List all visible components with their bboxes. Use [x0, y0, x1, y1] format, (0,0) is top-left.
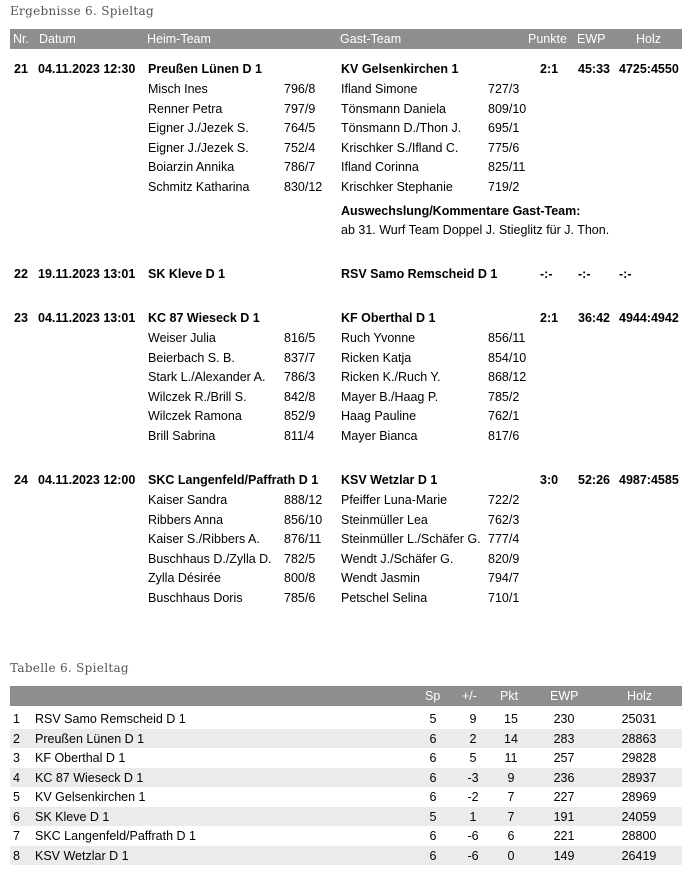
home-player-score: 782/5	[284, 551, 316, 566]
guest-team-name: KV Gelsenkirchen 1	[341, 62, 459, 76]
match-ewp: 36:42	[578, 311, 610, 325]
guest-player-score: 785/2	[488, 389, 520, 404]
guest-player-score: 817/6	[488, 429, 520, 443]
match-nr: 23	[14, 311, 28, 325]
ewp-cell: 283	[553, 731, 575, 746]
home-player: Schmitz Katharina	[148, 180, 250, 194]
home-player-score: 752/4	[284, 140, 316, 155]
home-player-score: 876/11	[284, 532, 322, 547]
ewp-cell: 191	[553, 809, 575, 824]
home-player-score: 837/7	[284, 350, 316, 365]
ewp-cell: 230	[553, 712, 575, 726]
header-holz-table: Holz	[627, 689, 653, 703]
team-cell: SKC Langenfeld/Paffrath D 1	[35, 829, 196, 843]
match-holz: 4987:4585	[619, 473, 679, 487]
diff-cell: 9	[469, 712, 477, 726]
diff-cell: -3	[467, 770, 479, 785]
sp-cell: 5	[429, 712, 437, 726]
pkt-cell: 7	[507, 809, 515, 824]
home-player: Buschhaus D./Zylla D.	[148, 551, 272, 566]
guest-team-name: KSV Wetzlar D 1	[341, 473, 438, 487]
home-player: Eigner J./Jezek S.	[148, 121, 249, 136]
guest-player: Krischker Stephanie	[341, 180, 453, 194]
holz-cell: 28863	[621, 731, 657, 746]
holz-cell: 28937	[621, 770, 657, 785]
home-player: Wilczek R./Brill S.	[148, 389, 247, 404]
header-diff: +/-	[462, 689, 477, 703]
guest-player: Haag Pauline	[341, 409, 417, 424]
guest-player: Ifland Simone	[341, 82, 418, 96]
guest-player-score: 777/4	[488, 532, 520, 547]
diff-cell: 2	[469, 731, 477, 746]
guest-player-score: 809/10	[488, 101, 527, 116]
holz-cell: 25031	[621, 712, 657, 726]
home-player: Stark L./Alexander A.	[148, 370, 266, 385]
rank-cell: 1	[13, 712, 20, 726]
pkt-cell: 9	[507, 770, 515, 785]
guest-player-score: 775/6	[488, 140, 520, 155]
guest-player: Wendt J./Schäfer G.	[341, 551, 454, 566]
match-ewp: -:-	[578, 267, 591, 281]
guest-player-score: 825/11	[488, 160, 526, 175]
pkt-cell: 6	[507, 829, 515, 843]
match-date: 04.11.2023 13:01	[38, 311, 136, 325]
home-player: Wilczek Ramona	[148, 409, 242, 424]
guest-team-name: RSV Samo Remscheid D 1	[341, 267, 498, 281]
match-nr: 21	[14, 62, 28, 76]
sp-cell: 6	[429, 790, 437, 804]
guest-player: Krischker S./Ifland C.	[341, 140, 459, 155]
header-date: Datum	[39, 32, 76, 46]
home-player-score: 800/8	[284, 571, 316, 586]
guest-player: Steinmüller L./Schäfer G.	[341, 532, 481, 547]
team-cell: Preußen Lünen D 1	[35, 731, 145, 746]
home-player-score: 785/6	[284, 591, 316, 605]
sp-cell: 6	[429, 751, 437, 765]
guest-player: Mayer B./Haag P.	[341, 389, 439, 404]
home-player: Kaiser S./Ribbers A.	[148, 532, 260, 547]
home-player: Brill Sabrina	[148, 429, 216, 443]
results-header	[10, 29, 682, 49]
home-team-name: Preußen Lünen D 1	[148, 62, 262, 76]
table-row	[10, 709, 682, 729]
home-player-score: 816/5	[284, 331, 316, 345]
sp-cell: 6	[429, 731, 437, 746]
pkt-cell: 15	[504, 712, 518, 726]
guest-player-score: 868/12	[488, 370, 527, 385]
home-player: Renner Petra	[148, 101, 223, 116]
home-player-score: 786/7	[284, 160, 316, 175]
table-row	[10, 748, 682, 768]
guest-team-name: KF Oberthal D 1	[341, 311, 436, 325]
guest-player-score: 710/1	[488, 591, 520, 605]
match-points: 2:1	[540, 311, 559, 325]
rank-cell: 8	[13, 848, 20, 863]
rank-cell: 2	[13, 731, 20, 746]
sp-cell: 6	[429, 848, 437, 863]
results-title: Ergebnisse 6. Spieltag	[10, 4, 154, 18]
team-cell: KSV Wetzlar D 1	[35, 848, 129, 863]
header-pkt: Pkt	[500, 689, 519, 703]
guest-player: Tönsmann D./Thon J.	[341, 121, 462, 136]
table-row	[10, 787, 682, 807]
table-row	[10, 807, 682, 827]
table-row	[10, 729, 682, 749]
guest-player-score: 719/2	[488, 180, 520, 194]
match-holz: 4944:4942	[619, 311, 679, 325]
guest-player: Wendt Jasmin	[341, 571, 420, 586]
diff-cell: -2	[467, 790, 479, 804]
table-row	[10, 768, 682, 788]
guest-player-score: 722/2	[488, 493, 520, 507]
home-player: Zylla Désirée	[148, 571, 221, 586]
home-player: Buschhaus Doris	[148, 591, 243, 605]
guest-player: Steinmüller Lea	[341, 512, 428, 527]
holz-cell: 26419	[621, 848, 657, 863]
team-cell: KF Oberthal D 1	[35, 751, 126, 765]
home-player: Eigner J./Jezek S.	[148, 140, 249, 155]
home-player: Weiser Julia	[148, 331, 216, 345]
table-row	[10, 826, 682, 846]
holz-cell: 29828	[621, 751, 657, 765]
sp-cell: 5	[429, 809, 437, 824]
match-holz: 4725:4550	[619, 62, 679, 76]
sp-cell: 6	[429, 770, 437, 785]
header-home: Heim-Team	[147, 32, 211, 46]
sp-cell: 6	[429, 829, 437, 843]
holz-cell: 28800	[621, 829, 657, 843]
home-player: Boiarzin Annika	[148, 160, 235, 175]
team-cell: KV Gelsenkirchen 1	[35, 790, 146, 804]
match-points: -:-	[540, 267, 553, 281]
ewp-cell: 236	[553, 770, 575, 785]
guest-player-score: 727/3	[488, 82, 520, 96]
home-player: Beierbach S. B.	[148, 350, 235, 365]
ewp-cell: 221	[553, 829, 575, 843]
match-nr: 22	[14, 267, 28, 281]
holz-cell: 28969	[621, 790, 657, 804]
guest-player-score: 762/3	[488, 512, 520, 527]
home-player: Kaiser Sandra	[148, 493, 228, 507]
guest-player-score: 856/11	[488, 331, 526, 345]
diff-cell: -6	[467, 829, 479, 843]
header-nr: Nr.	[13, 32, 29, 46]
team-cell: KC 87 Wieseck D 1	[35, 770, 144, 785]
guest-player-score: 854/10	[488, 350, 527, 365]
match-date: 19.11.2023 13:01	[38, 267, 136, 281]
guest-player: Petschel Selina	[341, 591, 428, 605]
home-team-name: SKC Langenfeld/Paffrath D 1	[148, 473, 319, 487]
rank-cell: 5	[13, 790, 20, 804]
guest-player: Mayer Bianca	[341, 429, 418, 443]
home-player-score: 856/10	[284, 512, 323, 527]
rank-cell: 7	[13, 829, 20, 843]
guest-player: Tönsmann Daniela	[341, 101, 446, 116]
header-guest: Gast-Team	[340, 32, 402, 46]
home-player-score: 797/9	[284, 101, 316, 116]
rank-cell: 3	[13, 751, 20, 765]
home-player-score: 786/3	[284, 370, 316, 385]
table-title: Tabelle 6. Spieltag	[10, 661, 129, 675]
guest-player: Ifland Corinna	[341, 160, 419, 175]
pkt-cell: 0	[507, 848, 515, 863]
header-ewp-table: EWP	[550, 689, 579, 703]
home-team-name: KC 87 Wieseck D 1	[148, 311, 260, 325]
ewp-cell: 227	[553, 790, 575, 804]
match-date: 04.11.2023 12:00	[38, 473, 136, 487]
diff-cell: -6	[467, 848, 479, 863]
guest-player-score: 820/9	[488, 551, 520, 566]
standings-table	[10, 709, 682, 865]
home-player-score: 852/9	[284, 409, 316, 424]
guest-player-score: 794/7	[488, 571, 520, 586]
ewp-cell: 257	[553, 751, 575, 765]
holz-cell: 24059	[621, 809, 657, 824]
home-player-score: 764/5	[284, 121, 316, 136]
guest-player: Ricken K./Ruch Y.	[341, 370, 441, 385]
guest-player: Ricken Katja	[341, 350, 412, 365]
match-points: 3:0	[540, 473, 559, 487]
diff-cell: 5	[469, 751, 477, 765]
match-ewp: 45:33	[578, 62, 610, 76]
home-player-score: 811/4	[284, 429, 315, 443]
pkt-cell: 11	[504, 751, 518, 765]
team-cell: RSV Samo Remscheid D 1	[35, 712, 186, 726]
home-player-score: 842/8	[284, 389, 316, 404]
guest-player-score: 695/1	[488, 121, 520, 136]
guest-player: Ruch Yvonne	[341, 331, 416, 345]
guest-player: Pfeiffer Luna-Marie	[341, 493, 448, 507]
match-points: 2:1	[540, 62, 559, 76]
rank-cell: 4	[13, 770, 20, 785]
match-date: 04.11.2023 12:30	[38, 62, 136, 76]
home-team-name: SK Kleve D 1	[148, 267, 226, 281]
home-player: Ribbers Anna	[148, 512, 224, 527]
table-row	[10, 846, 682, 866]
home-player-score: 796/8	[284, 82, 316, 96]
table-header	[10, 686, 682, 706]
header-holz: Holz	[636, 32, 662, 46]
home-player-score: 888/12	[284, 493, 323, 507]
comment-title: Auswechslung/Kommentare Gast-Team:	[341, 204, 581, 218]
team-cell: SK Kleve D 1	[35, 809, 110, 824]
pkt-cell: 7	[507, 790, 515, 804]
comment-text: ab 31. Wurf Team Doppel J. Stieglitz für J. Thon.	[341, 223, 610, 237]
guest-player-score: 762/1	[488, 409, 520, 424]
home-player-score: 830/12	[284, 180, 323, 194]
header-sp: Sp	[425, 689, 441, 703]
diff-cell: 1	[469, 809, 477, 824]
header-ewp: EWP	[577, 32, 606, 46]
match-nr: 24	[14, 473, 28, 487]
home-player: Misch Ines	[148, 82, 208, 96]
header-points: Punkte	[528, 32, 567, 46]
match-holz: -:-	[619, 267, 632, 281]
match-ewp: 52:26	[578, 473, 610, 487]
pkt-cell: 14	[504, 731, 518, 746]
rank-cell: 6	[13, 809, 20, 824]
ewp-cell: 149	[553, 848, 575, 863]
